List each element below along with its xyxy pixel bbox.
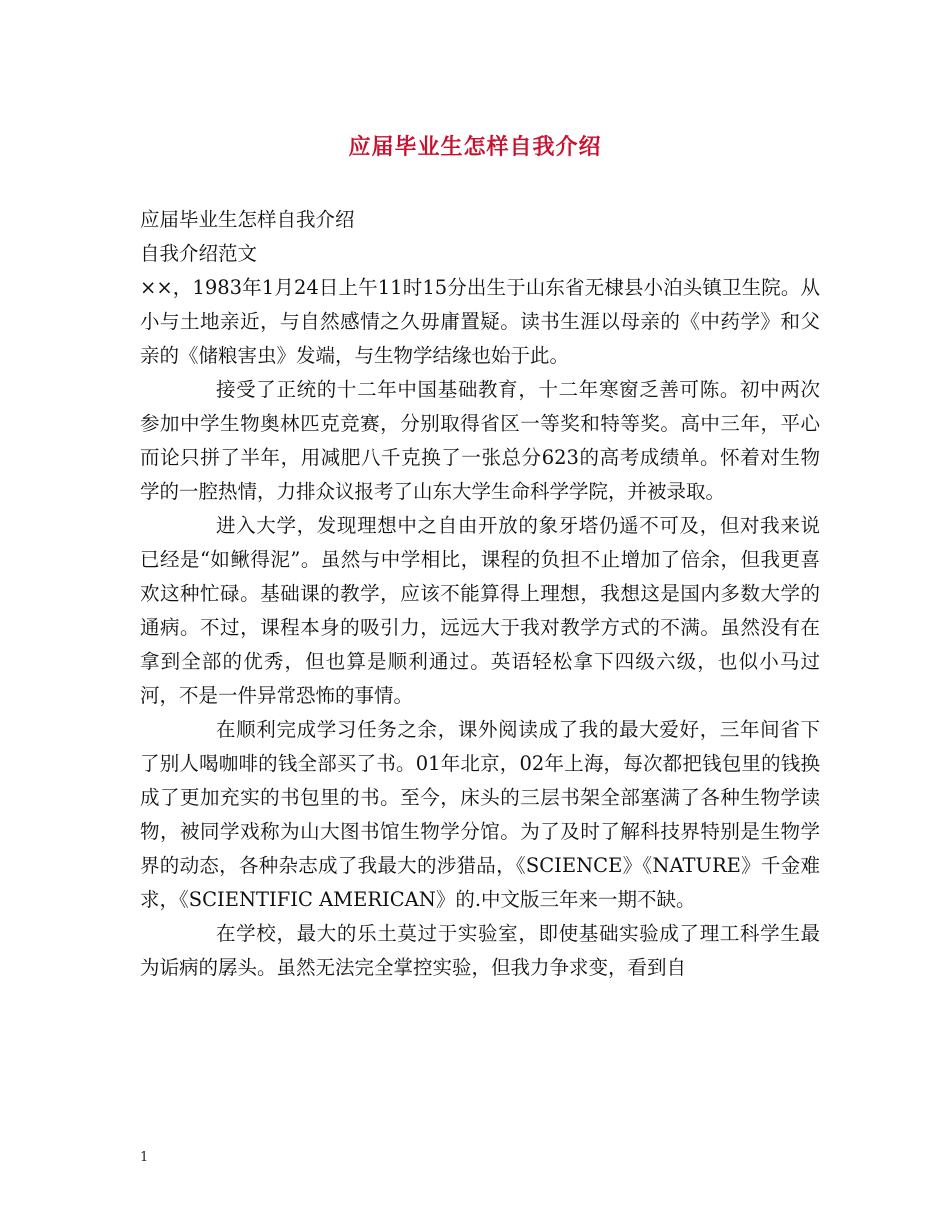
document-title: 应届毕业生怎样自我介绍 xyxy=(348,134,602,160)
paragraph-reading: 在顺利完成学习任务之余，课外阅读成了我的最大爱好，三年间省下了别人喝咖啡的钱全部买了书。01年北京，02年上海，每次都把钱包里的钱换成了更加充实的书包里的书。至今，床头的三层书架全部塞满了各种生物学读物，被同学戏称为山大图书馆生物学分馆。为了及时了解科技界特别是生物学界的动态，各种杂志成了我最大的涉猎品，《SCIENCE》《NATURE》千金难求，《SCIENTIFIC AMERICAN》的.中文版三年来一期不缺。 xyxy=(140,718,820,911)
subheading-line: 自我介绍范文 xyxy=(140,242,258,265)
heading-line: 应届毕业生怎样自我介绍 xyxy=(140,208,355,231)
paragraph-birth: ××，1983年1月24日上午11时15分出生于山东省无棣县小泊头镇卫生院。从小与土地亲近，与自然感情之久毋庸置疑。读书生涯以母亲的《中药学》和父亲的《储粮害虫》发端，与生物学结缘也始于此。 xyxy=(140,276,820,367)
paragraph-university: 进入大学，发现理想中之自由开放的象牙塔仍遥不可及，但对我来说已经是“如鳅得泥”。虽然与中学相比，课程的负担不止增加了倍余，但我更喜欢这种忙碌。基础课的教学，应该不能算得上理想，我想这是国内多数大学的通病。不过，课程本身的吸引力，远远大于我对教学方式的不满。虽然没有在拿到全部的优秀，但也算是顺利通过。英语轻松拿下四级六级，也似小马过河，不是一件异常恐怖的事情。 xyxy=(140,514,820,707)
paragraph-education: 接受了正统的十二年中国基础教育，十二年寒窗乏善可陈。初中两次参加中学生物奥林匹克竞赛，分别取得省区一等奖和特等奖。高中三年，平心而论只拼了半年，用减肥八千克换了一张总分623的高考成绩单。怀着对生物学的一腔热情，力排众议报考了山东大学生命科学学院，并被录取。 xyxy=(140,378,820,503)
paragraph-laboratory: 在学校，最大的乐土莫过于实验室，即使基础实验成了理工科学生最为诟病的孱头。虽然无法完全掌控实验，但我力争求变，看到自 xyxy=(140,922,820,979)
document-body xyxy=(140,203,820,985)
page-number: 1 xyxy=(140,1150,149,1165)
